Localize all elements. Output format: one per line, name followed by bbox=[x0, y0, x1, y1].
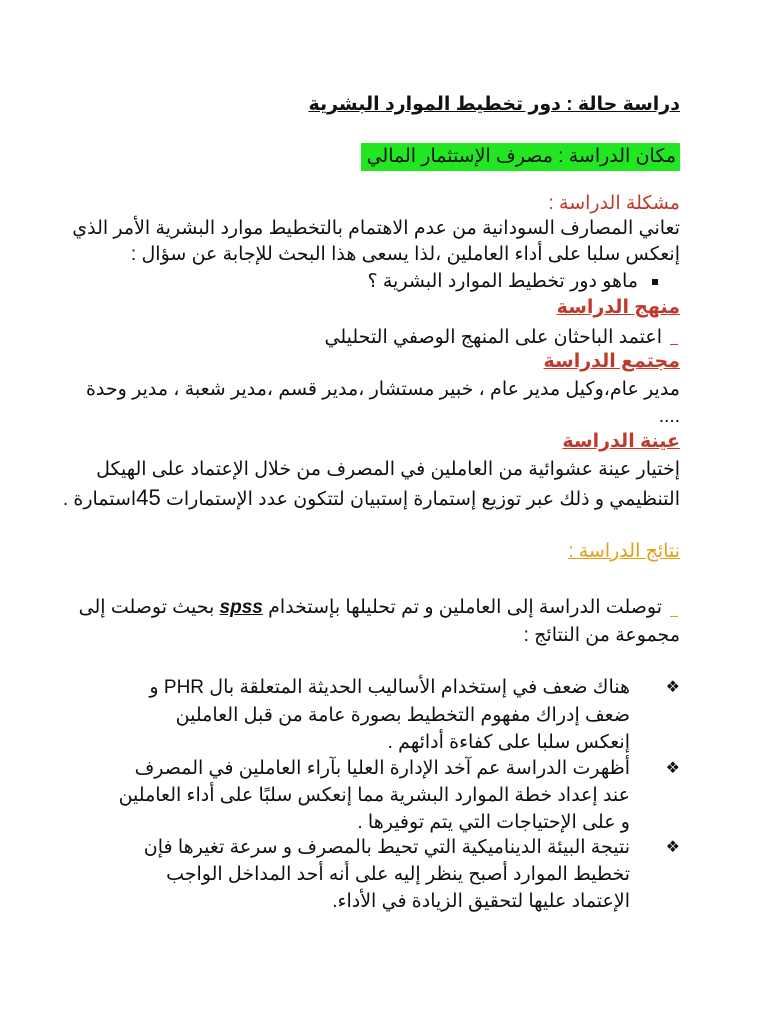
result-2-line-2: عند إعداد خطة الموارد البشرية مما إنعكس سلبًا على أداء العاملين bbox=[118, 785, 630, 806]
spss-label: spss bbox=[219, 597, 263, 618]
problem-line-2: إنعكس سلبا على أداء العاملين ،لذا يسعى هذا البحث للإجابة عن سؤال : bbox=[130, 244, 680, 265]
method-heading: منهج الدراسة bbox=[556, 297, 680, 318]
result-3-line-2: تخطيط الموارد أصبح ينظر إليه على أنه أحد المداخل الواجب bbox=[166, 864, 630, 885]
community-line-2: .... bbox=[658, 406, 680, 427]
results-intro-text: توصلت الدراسة إلى العاملين و تم تحليلها بإستخدام bbox=[268, 597, 662, 618]
dash-marker-icon bbox=[670, 344, 678, 345]
sample-heading: عينة الدراسة bbox=[562, 431, 680, 452]
diamond-bullet-icon: ❖ bbox=[665, 679, 680, 696]
community-heading: مجتمع الدراسة bbox=[543, 351, 680, 372]
method-text: اعتمد الباحثان على المنهج الوصفي التحليلي bbox=[324, 327, 662, 348]
sample-line-2 bbox=[63, 486, 680, 512]
community-line-1: مدير عام،وكيل مدير عام ، خبير مستشار ،مدير قسم ،مدير شعبة ، مدير وحدة bbox=[85, 379, 680, 400]
results-intro-text-end: بحيث توصلت إلى bbox=[78, 597, 215, 618]
result-2-line-3: و على الإحتياجات التي يتم توفيرها . bbox=[357, 812, 630, 833]
diamond-bullet-icon: ❖ bbox=[665, 839, 680, 856]
result-1-line-2: ضعف إدراك مفهوم التخطيط بصورة عامة من قبل العاملين bbox=[175, 705, 630, 726]
sample-line-1: إختيار عينة عشوائية من العاملين في المصرف من خلال الإعتماد على الهيكل bbox=[96, 459, 680, 480]
results-intro-line-2: مجموعة من النتائج : bbox=[523, 625, 680, 646]
problem-heading: مشكلة الدراسة : bbox=[548, 193, 680, 214]
study-place: مكان الدراسة : مصرف الإستثمار المالي bbox=[361, 143, 680, 171]
results-heading: نتائج الدراسة : bbox=[568, 541, 680, 562]
problem-question: ماهو دور تخطيط الموارد البشرية ؟ bbox=[368, 270, 659, 294]
square-bullet-icon bbox=[652, 279, 658, 285]
result-3-line-1: نتيجة البيئة الديناميكية التي تحيط بالمصرف و سرعة تغيرها فإن bbox=[143, 837, 630, 858]
sample-count: 45 bbox=[136, 485, 161, 510]
problem-line-1: تعاني المصارف السودانية من عدم الاهتمام بالتخطيط موارد البشرية الأمر الذي bbox=[72, 218, 680, 239]
result-1-line-3: إنعكس سلبا على كفاءة أدائهم . bbox=[387, 732, 630, 753]
result-2-line-1: أظهرت الدراسة عم آخد الإدارة العليا بآراء العاملين في المصرف bbox=[134, 758, 630, 779]
result-1-line-1: هناك ضعف في إستخدام الأساليب الحديثة المتعلقة بال PHR و bbox=[149, 677, 630, 698]
results-intro-line-1 bbox=[79, 596, 662, 620]
dash-marker-icon bbox=[670, 616, 678, 617]
diamond-bullet-icon: ❖ bbox=[665, 760, 680, 777]
sample-line-2-text: التنظيمي و ذلك عبر توزيع إستمارة إستبيان لتتكون عدد الإستمارات bbox=[165, 489, 680, 510]
result-3-line-3: الإعتماد عليها لتحقيق الزيادة في الأداء. bbox=[332, 891, 630, 912]
sample-line-2-end: استمارة . bbox=[62, 489, 137, 510]
document-title: دراسة حالة : دور تخطيط الموارد البشرية bbox=[308, 94, 680, 115]
